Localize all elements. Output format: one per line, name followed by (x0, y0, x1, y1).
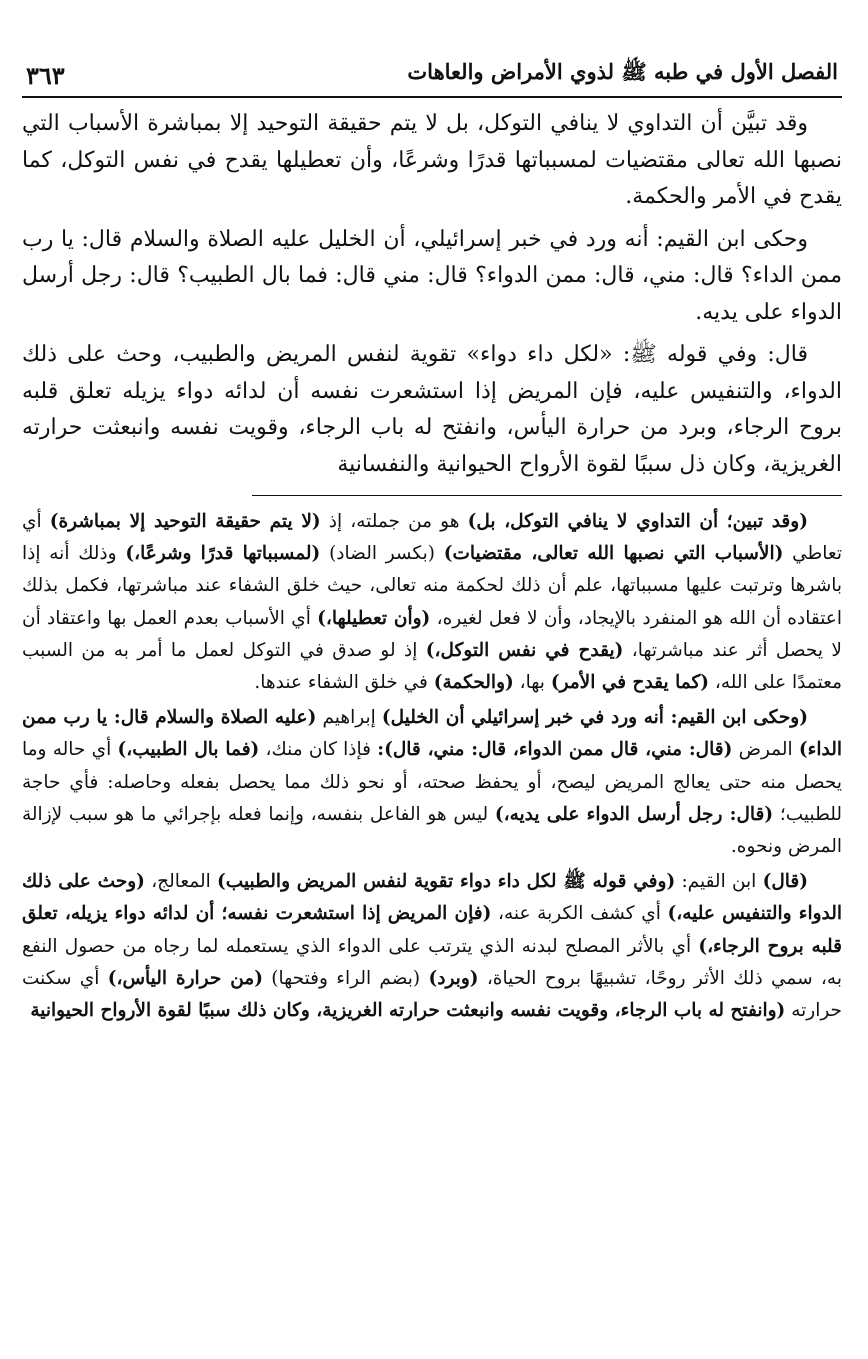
commentary-text: فإذا كان منك، (259, 739, 378, 761)
main-paragraph-3: قال: وفي قوله ﷺ: «لكل داء دواء» تقوية لنفس المريض والطبيب، وحث على ذلك الدواء، والتنفيس عليه، فإن المريض إذا استشعرت نفسه أن لدائه دواء يزيله تعلق قلبه بروح الرجاء، وبرد من حرارة اليأس، وانفتح له باب الرجاء، وقويت نفسه وانبعثت حرارته الغريزية، وكان ذل سببًا لقوة الأرواح الحيوانية والنفسانية (22, 342, 843, 477)
main-paragraph-2: وحكى ابن القيم: أنه ورد في خبر إسرائيلي، أن الخليل عليه الصلاة والسلام قال: يا رب ممن الداء؟ قال: مني، قال: ممن الدواء؟ قال: مني قال: فما بال الطبيب؟ قال: رجل أرسل الدواء على يديه. (22, 226, 842, 325)
commentary-paragraph-2 (22, 702, 842, 863)
commentary-text: أي بالأثر المصلح لبدنه الذي يترتب على الدواء الذي يستعمله لما رجاه من حصول النفع به، سمي ذلك الأثر روحًا، تشبيهًا بروح الحياة، (22, 935, 842, 989)
commentary-text: أي تعاطي (22, 511, 842, 565)
quoted-text: (قال) (762, 871, 808, 893)
quoted-text: (وحث على ذلك الدواء والتنفيس عليه،) (22, 871, 843, 925)
quoted-text: (يقدح في نفس التوكل،) (425, 639, 624, 661)
commentary-text: ليس هو الفاعل بنفسه، وإنما فعله بإجرائي ما هو سبب لإزالة المرض ونحوه. (22, 803, 842, 858)
commentary-text: بها، (513, 672, 551, 694)
commentary-text: ابن القيم: (675, 871, 763, 893)
quoted-text: (لمسبباتها قدرًا وشرعًا،) (125, 543, 321, 565)
commentary-paragraph-1 (22, 506, 842, 699)
quoted-text: (وانفتح له باب الرجاء، وقويت نفسه وانبعثت حرارته الغريزية، وكان ذلك سببًا لقوة الأرواح الحيوانية (30, 1000, 786, 1022)
quoted-text: (قال: مني، قال ممن الدواء، قال: مني، قال): (377, 739, 733, 761)
quoted-text: (قال: رجل أرسل الدواء على يديه،) (494, 803, 774, 825)
page-number: ٣٦٣ (26, 61, 65, 90)
commentary-text: (بكسر الضاد) (320, 543, 444, 565)
commentary (22, 506, 842, 1027)
main-text (22, 106, 842, 483)
commentary-text: إبراهيم (316, 707, 382, 729)
commentary-paragraph-3 (22, 866, 842, 1027)
commentary-text: أي حاله وما يحصل منه حتى يعالج المريض ليصح، أو يحفظ صحته، أو نحو ذلك مما يحصل بفعله وحاصله: فأي حاجة للطبيب؛ (22, 739, 843, 825)
footnote-divider (252, 495, 842, 496)
quoted-text: (عليه الصلاة والسلام قال: يا رب ممن الداء) (22, 707, 842, 761)
running-title: الفصل الأول في طبه ﷺ لذوي الأمراض والعاهات (407, 59, 838, 84)
quoted-text: (من حرارة اليأس،) (107, 967, 263, 989)
commentary-text: في خلق الشفاء عندها. (254, 672, 434, 694)
commentary-text: أي سكنت حرارته (22, 967, 842, 1022)
quoted-text: (فإن المريض إذا استشعرت نفسه؛ أن لدائه دواء يزيله، تعلق قلبه بروح الرجاء،) (22, 903, 843, 957)
quoted-text: (لا يتم حقيقة التوحيد إلا بمباشرة) (49, 511, 321, 532)
commentary-text: أي كشف الكربة عنه، (491, 903, 668, 925)
commentary-text: (بضم الراء وفتحها) (262, 967, 429, 989)
commentary-text: المرض (732, 739, 799, 761)
quoted-text: (وقد تبين؛ أن التداوي لا ينافي التوكل، بل) (467, 511, 808, 532)
quoted-text: (والحكمة) (433, 672, 514, 694)
quoted-text: (كما يقدح في الأمر) (550, 672, 710, 694)
quoted-text: (فما بال الطبيب،) (117, 739, 260, 761)
commentary-text: أي الأسباب بعدم العمل بها واعتقاد أن لا يحصل أثر عند مباشرتها، (22, 607, 842, 661)
quoted-text: (وبرد) (428, 967, 479, 989)
quoted-text: (وفي قوله ﷺ لكل داء دواء تقوية لنفس المريض والطبيب) (217, 871, 676, 893)
quoted-text: (الأسباب التي نصبها الله تعالى، مقتضيات) (443, 543, 784, 565)
quoted-text: (وحكى ابن القيم: أنه ورد في خبر إسرائيلي أن الخليل) (381, 707, 808, 729)
commentary-text: وذلك أنه إذا باشرها وترتبت عليها مسبباتها، علم أن ذلك لحكمة منه تعالى، حيث خلق الشفاء عند مباشرتها، فكمل بذلك اعتقاده أن الله هو المنفرد بالإيجاد، وأن لا فعل لغيره، (22, 543, 842, 629)
commentary-text: إذ لو صدق في التوكل لعمل ما أمر به من السبب معتمدًا على الله، (22, 639, 842, 694)
commentary-text: هو من جملته، إذ (320, 511, 468, 532)
page-header (22, 54, 842, 98)
quoted-text: (وأن تعطيلها،) (317, 607, 431, 629)
commentary-text: المعالج، (144, 871, 218, 893)
main-paragraph-1: وقد تبيَّن أن التداوي لا ينافي التوكل، بل لا يتم حقيقة التوحيد إلا بمباشرة الأسباب التي نصبها الله تعالى مقتضيات لمسبباتها قدرًا وشرعًا، وأن تعطيلها يقدح في نفس التوكل، كما يقدح في الأمر والحكمة. (22, 111, 842, 209)
